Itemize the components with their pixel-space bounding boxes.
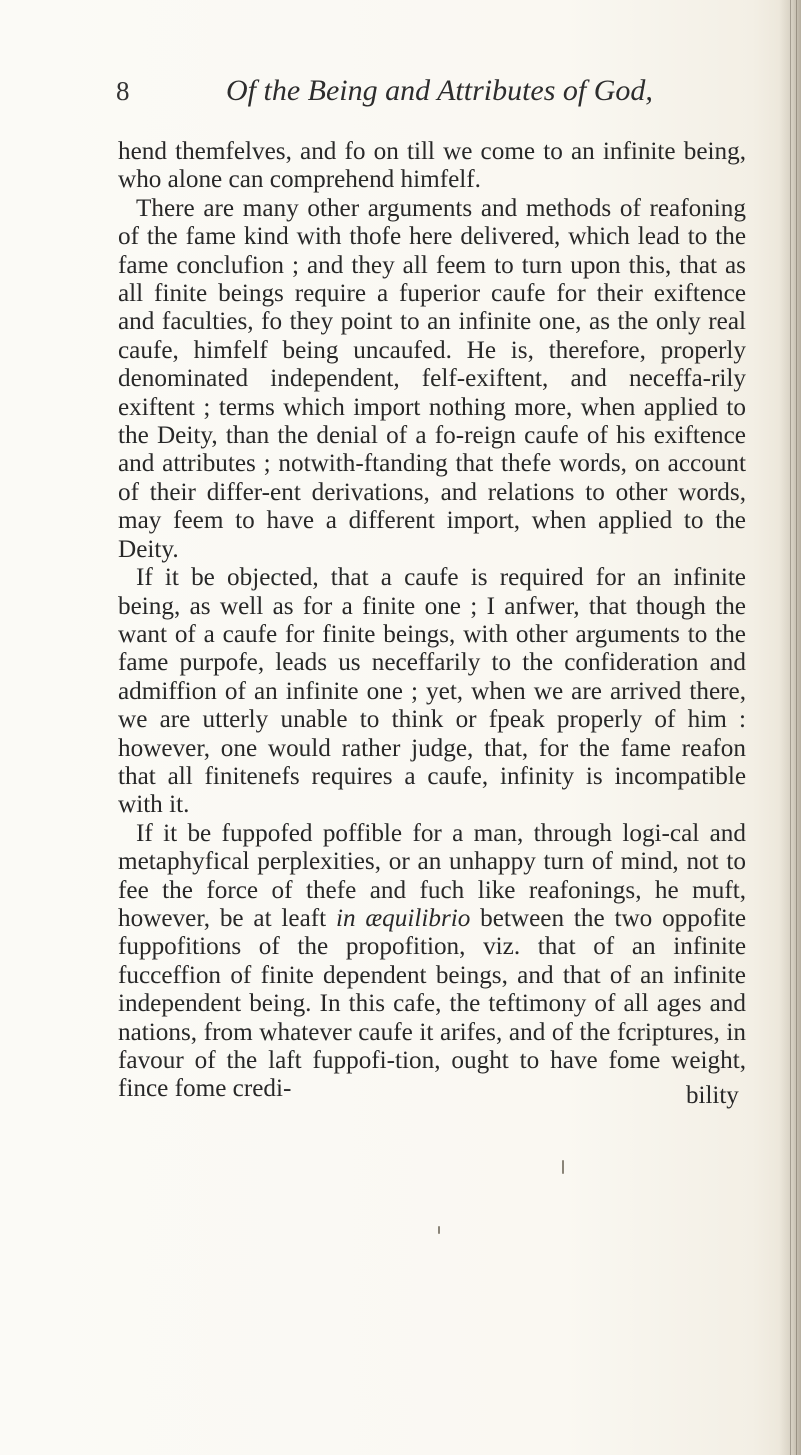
page-edge-line [790,0,791,1455]
catchword: bility [686,1082,739,1109]
paragraph-text: If it be fuppofed poffible for a man, through logi-cal and metaphyfical perplexities, or an unhappy turn of mind, not to fee the force of thefe and fuch like reafonings, he muft, however, be at leaft [118,819,746,932]
paragraph: There are many other arguments and methods of reafoning of the fame kind with thofe here delivered, which lead to the fame conclufion ; and they all feem to turn upon this, that as all finite beings require a fuperior caufe for their exiftence and faculties, fo they point to an infinite one, as the only real caufe, himfelf being uncaufed. He is, therefore, properly denominated independent, felf-exiftent, and neceffa-rily exiftent ; terms which import nothing more, when applied to the Deity, than the denial of a fo-reign caufe of his exiftence and attributes ; notwith-ftanding that thefe words, on account of their differ-ent derivations, and relations to other words, may feem to have a different import, when applied to the Deity. [118,194,746,563]
paper-speck [438,1226,440,1234]
running-title: Of the Being and Attributes of God, [226,74,653,107]
body-text [118,138,746,1104]
paragraph [118,820,746,1104]
italic-phrase: in æquilibrio [335,904,471,932]
paragraph: If it be objected, that a caufe is required for an infinite being, as well as for a finite one ; I anfwer, that though the want of a caufe for finite beings, with other arguments to the fame purpofe, leads us neceffarily to the confideration and admiffion of an infinite one ; yet, when we are arrived there, we are utterly unable to think or fpeak properly of him : however, one would rather judge, that, for the fame reafon that all finitenefs requires a caufe, infinity is incompatible with it. [118,564,746,819]
paragraph-continuation: hend themfelves, and fo on till we come to an infinite being, who alone can comprehend himfelf. [118,138,746,194]
running-head [110,72,750,116]
paragraph-text: between the two oppofite fuppofitions of the propofition, viz. that of an infinite fucceffion of finite dependent beings, and that of an infinite independent being. In this cafe, the teftimony of all ages and nations, from whatever caufe it arifes, and of the fcriptures, in favour of the laft fuppofi-tion, ought to have fome weight, fince fome credi- [118,904,747,1103]
page-number: 8 [116,76,130,106]
page-edge-line [796,0,797,1455]
paper-speck [562,1160,564,1174]
